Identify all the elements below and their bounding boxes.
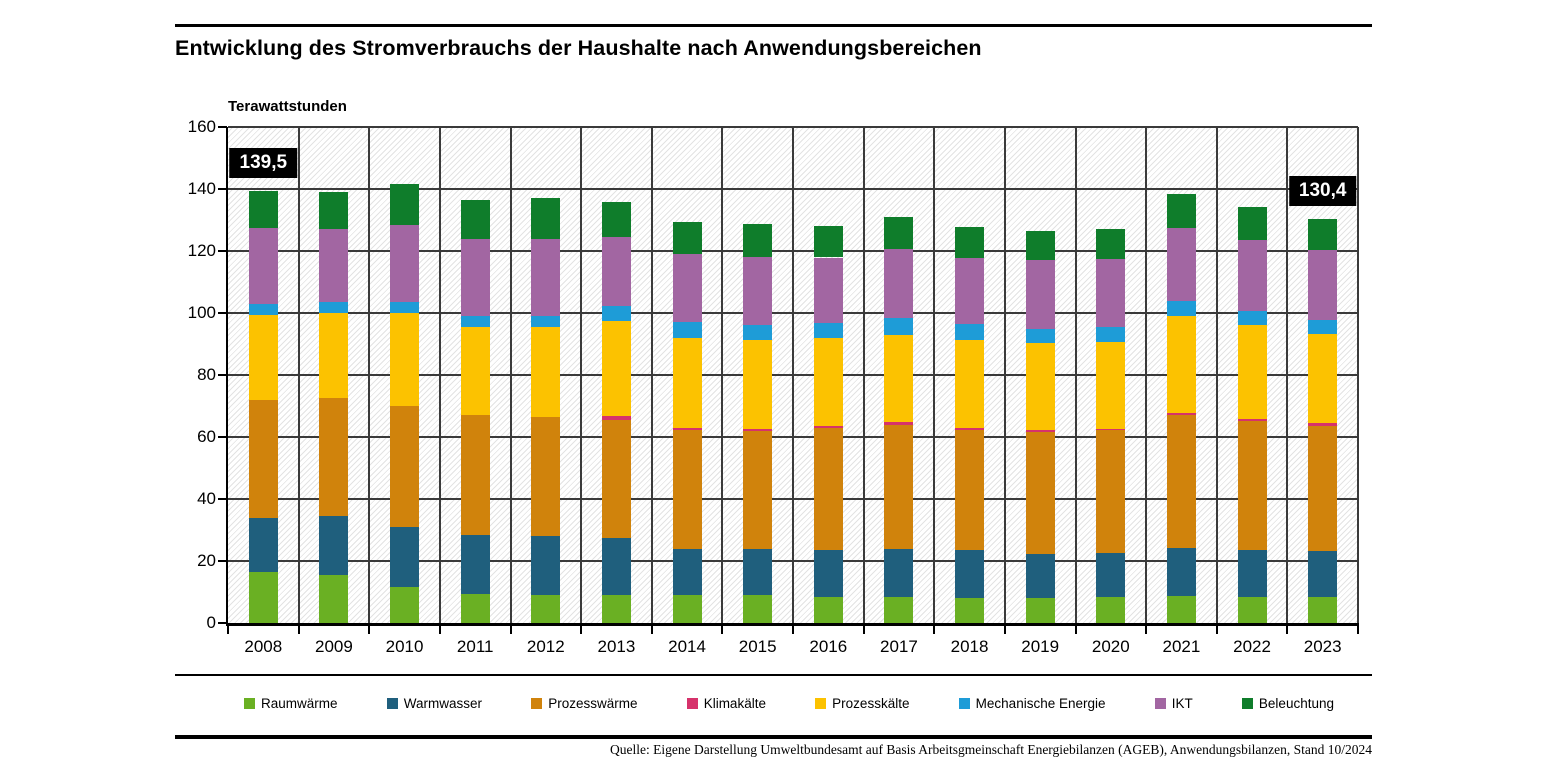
legend-item-Prozesskälte	[815, 696, 909, 711]
v-gridline-11	[1004, 127, 1006, 623]
segment-2014-Mechanische Energie	[673, 322, 702, 338]
x-tick-label-2010: 2010	[385, 637, 424, 656]
segment-2013-Warmwasser	[602, 538, 631, 595]
v-gridline-12	[1075, 127, 1077, 623]
segment-2012-Prozesswärme	[531, 417, 560, 536]
value-annotation-2023: 130,4	[1289, 176, 1357, 206]
x-tick-label-2022: 2022	[1233, 637, 1271, 656]
legend-label: IKT	[1171, 696, 1193, 711]
segment-2022-Beleuchtung	[1238, 207, 1267, 240]
v-gridline-14	[1216, 127, 1218, 623]
x-tick-label-2015: 2015	[738, 637, 777, 656]
segment-2011-IKT	[461, 239, 490, 317]
legend-label: Prozesswärme	[548, 696, 638, 711]
x-tick-mark-1	[298, 626, 300, 634]
bar-2019	[1026, 127, 1055, 623]
bar-2015	[743, 127, 772, 623]
x-tick-label-2016: 2016	[809, 637, 848, 656]
x-tick-mark-11	[1004, 626, 1006, 634]
y-axis-title: Terawattstunden	[228, 98, 347, 115]
source-credit: Quelle: Eigene Darstellung Umweltbundesamt auf Basis Arbeitsgmeinschaft Energiebilanzen (AGEB), Anwendungsbilanzen, Stand 10/2024	[610, 742, 1372, 757]
segment-2013-IKT	[602, 237, 631, 306]
plot-area	[228, 127, 1358, 623]
segment-2019-Prozesswärme	[1026, 432, 1055, 555]
legend-label: Prozesskälte	[832, 696, 910, 711]
legend-swatch-icon	[1155, 698, 1166, 709]
segment-2009-IKT	[319, 229, 348, 302]
segment-2023-Raumwärme	[1308, 597, 1337, 623]
segment-2010-Prozesskälte	[390, 313, 419, 406]
segment-2018-Prozesswärme	[955, 430, 984, 551]
segment-2022-Mechanische Energie	[1238, 311, 1267, 325]
segment-2018-IKT	[955, 258, 984, 325]
bar-2013	[602, 127, 631, 623]
segment-2010-Beleuchtung	[390, 184, 419, 224]
bar-2012	[531, 127, 560, 623]
legend-swatch-icon	[687, 698, 698, 709]
legend-swatch-icon	[959, 698, 970, 709]
y-tick-label-80: 80	[197, 365, 216, 384]
x-tick-mark-16	[1357, 626, 1359, 634]
segment-2015-Beleuchtung	[743, 224, 772, 257]
segment-2016-Raumwärme	[814, 597, 843, 623]
segment-2008-IKT	[249, 228, 278, 304]
segment-2012-Raumwärme	[531, 595, 560, 623]
segment-2013-Prozesskälte	[602, 321, 631, 416]
segment-2021-IKT	[1167, 228, 1196, 301]
y-tick-mark-80	[218, 374, 227, 376]
x-tick-label-2018: 2018	[950, 637, 989, 656]
segment-2014-IKT	[673, 254, 702, 322]
segment-2019-Prozesskälte	[1026, 343, 1055, 430]
legend-item-Raumwärme	[244, 696, 338, 711]
segment-2019-Raumwärme	[1026, 598, 1055, 623]
segment-2008-Prozesswärme	[249, 400, 278, 518]
segment-2018-Prozesskälte	[955, 340, 984, 428]
bar-2017	[884, 127, 913, 623]
v-gridline-5	[580, 127, 582, 623]
value-annotation-2008: 139,5	[230, 148, 298, 178]
segment-2017-Beleuchtung	[884, 217, 913, 249]
segment-2009-Mechanische Energie	[319, 302, 348, 313]
segment-2023-Mechanische Energie	[1308, 320, 1337, 334]
x-tick-mark-0	[227, 626, 229, 634]
segment-2018-Mechanische Energie	[955, 324, 984, 340]
segment-2014-Prozesskälte	[673, 338, 702, 428]
y-tick-label-40: 40	[197, 489, 216, 508]
segment-2021-Prozesskälte	[1167, 316, 1196, 413]
segment-2008-Prozesskälte	[249, 315, 278, 400]
v-gridline-13	[1145, 127, 1147, 623]
segment-2011-Raumwärme	[461, 594, 490, 623]
x-tick-label-2021: 2021	[1162, 637, 1201, 656]
v-gridline-7	[721, 127, 723, 623]
x-tick-mark-14	[1216, 626, 1218, 634]
segment-2016-Klimakälte	[814, 426, 843, 428]
legend-swatch-icon	[387, 698, 398, 709]
x-tick-label-2011: 2011	[456, 637, 494, 656]
segment-2015-Mechanische Energie	[743, 325, 772, 340]
segment-2013-Raumwärme	[602, 595, 631, 623]
v-gridline-3	[439, 127, 441, 623]
x-tick-label-2023: 2023	[1303, 637, 1342, 656]
segment-2023-Warmwasser	[1308, 551, 1337, 597]
segment-2019-Klimakälte	[1026, 430, 1055, 432]
x-tick-mark-2	[368, 626, 370, 634]
segment-2022-Raumwärme	[1238, 597, 1267, 623]
legend-item-Prozesswärme	[531, 696, 637, 711]
legend-divider	[175, 674, 1372, 676]
segment-2020-Prozesskälte	[1096, 342, 1125, 428]
segment-2012-Warmwasser	[531, 536, 560, 595]
segment-2013-Mechanische Energie	[602, 306, 631, 322]
y-tick-mark-160	[218, 126, 227, 128]
segment-2021-Prozesswärme	[1167, 415, 1196, 548]
segment-2014-Beleuchtung	[673, 222, 702, 255]
x-tick-label-2020: 2020	[1091, 637, 1130, 656]
segment-2010-Mechanische Energie	[390, 302, 419, 313]
y-tick-label-100: 100	[187, 303, 216, 322]
segment-2022-Prozesskälte	[1238, 325, 1267, 419]
bar-2022	[1238, 127, 1267, 623]
y-tick-label-60: 60	[197, 427, 216, 446]
x-tick-mark-4	[510, 626, 512, 634]
segment-2018-Warmwasser	[955, 550, 984, 597]
bar-2014	[673, 127, 702, 623]
x-tick-label-2019: 2019	[1021, 637, 1060, 656]
segment-2011-Beleuchtung	[461, 200, 490, 239]
segment-2021-Mechanische Energie	[1167, 301, 1196, 316]
segment-2020-Beleuchtung	[1096, 229, 1125, 259]
y-tick-label-160: 160	[187, 117, 216, 136]
segment-2020-Raumwärme	[1096, 597, 1125, 623]
x-tick-mark-5	[580, 626, 582, 634]
segment-2015-Klimakälte	[743, 429, 772, 431]
x-tick-mark-10	[933, 626, 935, 634]
legend	[244, 696, 1334, 711]
segment-2018-Beleuchtung	[955, 227, 984, 258]
segment-2021-Warmwasser	[1167, 548, 1196, 596]
top-divider	[175, 24, 1372, 27]
segment-2019-IKT	[1026, 260, 1055, 329]
segment-2011-Mechanische Energie	[461, 316, 490, 327]
bottom-divider	[175, 735, 1372, 739]
v-gridline-2	[368, 127, 370, 623]
legend-swatch-icon	[815, 698, 826, 709]
bar-2008	[249, 127, 278, 623]
bar-2010	[390, 127, 419, 623]
x-tick-label-2008: 2008	[244, 637, 283, 656]
chart-title: Entwicklung des Stromverbrauchs der Haushalte nach Anwendungsbereichen	[175, 36, 982, 60]
y-tick-mark-100	[218, 312, 227, 314]
bar-2011	[461, 127, 490, 623]
x-tick-mark-15	[1286, 626, 1288, 634]
segment-2015-Raumwärme	[743, 595, 772, 623]
x-tick-label-2014: 2014	[668, 637, 706, 656]
v-gridline-10	[933, 127, 935, 623]
segment-2010-Warmwasser	[390, 527, 419, 587]
segment-2021-Klimakälte	[1167, 413, 1196, 415]
bar-2018	[955, 127, 984, 623]
segment-2011-Prozesskälte	[461, 327, 490, 415]
segment-2023-IKT	[1308, 250, 1337, 320]
y-tick-mark-40	[218, 498, 227, 500]
segment-2016-Prozesswärme	[814, 428, 843, 550]
segment-2010-Raumwärme	[390, 587, 419, 623]
bar-2020	[1096, 127, 1125, 623]
legend-item-Warmwasser	[387, 696, 482, 711]
segment-2019-Beleuchtung	[1026, 231, 1055, 260]
segment-2023-Prozesswärme	[1308, 426, 1337, 552]
segment-2017-Prozesswärme	[884, 425, 913, 549]
segment-2013-Klimakälte	[602, 416, 631, 420]
segment-2020-Klimakälte	[1096, 429, 1125, 431]
segment-2013-Prozesswärme	[602, 420, 631, 538]
x-tick-mark-7	[721, 626, 723, 634]
legend-item-Klimakälte	[687, 696, 766, 711]
segment-2021-Raumwärme	[1167, 596, 1196, 623]
v-gridline-6	[651, 127, 653, 623]
v-gridline-4	[510, 127, 512, 623]
legend-item-IKT	[1155, 696, 1193, 711]
legend-label: Beleuchtung	[1258, 696, 1334, 711]
segment-2022-IKT	[1238, 240, 1267, 311]
segment-2015-Warmwasser	[743, 549, 772, 596]
y-tick-label-140: 140	[187, 179, 216, 198]
segment-2011-Warmwasser	[461, 535, 490, 594]
segment-2013-Beleuchtung	[602, 202, 631, 236]
segment-2016-Beleuchtung	[814, 226, 843, 258]
v-gridline-8	[792, 127, 794, 623]
segment-2022-Warmwasser	[1238, 550, 1267, 598]
segment-2018-Klimakälte	[955, 428, 984, 430]
segment-2019-Warmwasser	[1026, 554, 1055, 597]
x-tick-mark-3	[439, 626, 441, 634]
legend-item-Beleuchtung	[1242, 696, 1334, 711]
segment-2017-Klimakälte	[884, 422, 913, 424]
segment-2017-Mechanische Energie	[884, 318, 913, 335]
segment-2020-Mechanische Energie	[1096, 327, 1125, 342]
segment-2009-Prozesskälte	[319, 313, 348, 398]
segment-2020-IKT	[1096, 259, 1125, 327]
bar-2016	[814, 127, 843, 623]
segment-2015-Prozesskälte	[743, 340, 772, 429]
segment-2015-IKT	[743, 257, 772, 325]
segment-2014-Prozesswärme	[673, 430, 702, 549]
x-tick-mark-9	[863, 626, 865, 634]
segment-2008-Raumwärme	[249, 572, 278, 623]
segment-2011-Prozesswärme	[461, 415, 490, 534]
segment-2017-Warmwasser	[884, 549, 913, 597]
y-tick-mark-60	[218, 436, 227, 438]
segment-2020-Warmwasser	[1096, 553, 1125, 597]
segment-2015-Prozesswärme	[743, 431, 772, 549]
bar-2021	[1167, 127, 1196, 623]
legend-label: Warmwasser	[403, 696, 482, 711]
segment-2018-Raumwärme	[955, 598, 984, 623]
segment-2016-IKT	[814, 258, 843, 323]
v-gridline-16	[1357, 127, 1359, 623]
y-axis-line	[226, 127, 228, 626]
legend-label: Raumwärme	[261, 696, 338, 711]
y-tick-mark-120	[218, 250, 227, 252]
segment-2012-IKT	[531, 239, 560, 317]
segment-2008-Warmwasser	[249, 518, 278, 572]
segment-2012-Prozesskälte	[531, 327, 560, 417]
y-tick-label-0: 0	[206, 613, 216, 632]
y-tick-mark-20	[218, 560, 227, 562]
x-tick-label-2009: 2009	[315, 637, 353, 656]
v-gridline-9	[863, 127, 865, 623]
segment-2008-Mechanische Energie	[249, 304, 278, 315]
segment-2009-Beleuchtung	[319, 192, 348, 229]
segment-2023-Klimakälte	[1308, 423, 1337, 425]
x-tick-mark-13	[1145, 626, 1147, 634]
segment-2014-Raumwärme	[673, 595, 702, 623]
segment-2019-Mechanische Energie	[1026, 329, 1055, 343]
segment-2009-Warmwasser	[319, 516, 348, 575]
segment-2017-Prozesskälte	[884, 335, 913, 422]
y-tick-label-120: 120	[187, 241, 216, 260]
bar-2009	[319, 127, 348, 623]
legend-swatch-icon	[531, 698, 542, 709]
legend-item-Mechanische Energie	[959, 696, 1106, 711]
segment-2023-Prozesskälte	[1308, 334, 1337, 423]
v-gridline-1	[298, 127, 300, 623]
legend-label: Klimakälte	[703, 696, 766, 711]
x-tick-mark-12	[1075, 626, 1077, 634]
y-tick-mark-140	[218, 188, 227, 190]
segment-2010-IKT	[390, 225, 419, 303]
segment-2014-Warmwasser	[673, 549, 702, 596]
segment-2016-Warmwasser	[814, 550, 843, 597]
segment-2016-Prozesskälte	[814, 338, 843, 426]
x-tick-mark-8	[792, 626, 794, 634]
segment-2017-IKT	[884, 249, 913, 318]
legend-swatch-icon	[1242, 698, 1253, 709]
segment-2010-Prozesswärme	[390, 406, 419, 527]
x-tick-label-2017: 2017	[880, 637, 918, 656]
x-tick-label-2013: 2013	[597, 637, 636, 656]
segment-2014-Klimakälte	[673, 428, 702, 430]
segment-2017-Raumwärme	[884, 597, 913, 623]
segment-2009-Raumwärme	[319, 575, 348, 623]
segment-2012-Mechanische Energie	[531, 316, 560, 327]
y-tick-mark-0	[218, 622, 227, 624]
segment-2009-Prozesswärme	[319, 398, 348, 516]
y-tick-label-20: 20	[197, 551, 216, 570]
segment-2020-Prozesswärme	[1096, 430, 1125, 552]
segment-2023-Beleuchtung	[1308, 219, 1337, 250]
segment-2016-Mechanische Energie	[814, 323, 843, 338]
segment-2012-Beleuchtung	[531, 198, 560, 238]
segment-2022-Klimakälte	[1238, 419, 1267, 421]
x-tick-label-2012: 2012	[526, 637, 565, 656]
segment-2008-Beleuchtung	[249, 191, 278, 228]
segment-2022-Prozesswärme	[1238, 421, 1267, 550]
legend-label: Mechanische Energie	[975, 696, 1106, 711]
x-tick-mark-6	[651, 626, 653, 634]
legend-swatch-icon	[244, 698, 255, 709]
segment-2021-Beleuchtung	[1167, 194, 1196, 228]
